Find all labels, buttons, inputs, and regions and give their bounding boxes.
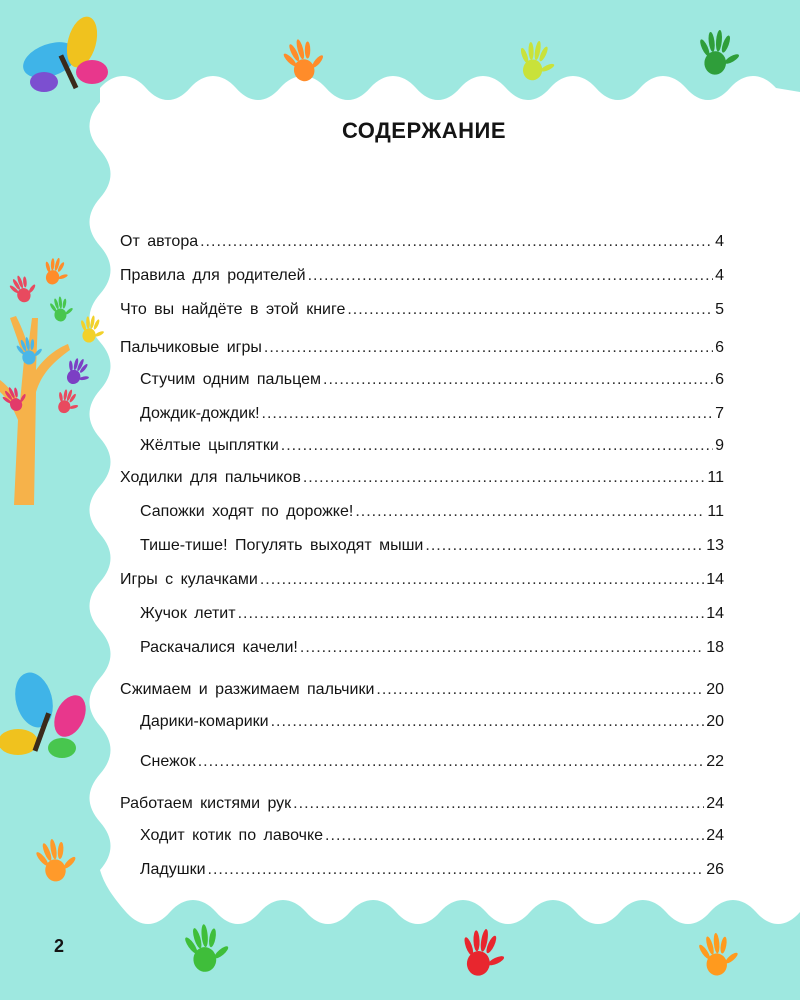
toc-dot-leader [376, 680, 704, 700]
toc-entry-page: 13 [706, 537, 724, 554]
toc-entry [140, 604, 724, 624]
toc-dot-leader [264, 338, 713, 358]
toc-entry-label: Тише-тише! Погулять выходят мыши [140, 537, 424, 554]
toc-entry-label: Стучим одним пальцем [140, 371, 321, 388]
toc-dot-leader [325, 826, 704, 846]
toc-dot-leader [308, 266, 713, 286]
toc-entry-page: 14 [706, 571, 724, 588]
toc-dot-leader [323, 370, 713, 390]
butterfly-icon-left [0, 668, 92, 758]
toc-dot-leader [208, 860, 705, 880]
toc-entry [140, 712, 724, 732]
handprint-orange-bottom [696, 931, 740, 977]
handprint-orange-left [33, 835, 81, 884]
toc-entry-label: Жёлтые цыплятки [140, 437, 279, 454]
toc-dot-leader [300, 638, 704, 658]
toc-entry [140, 860, 724, 880]
toc-entry [140, 404, 724, 424]
toc-entry [140, 436, 724, 456]
toc-entry [140, 638, 724, 658]
toc-entry-page: 26 [706, 861, 724, 878]
toc-dot-leader [238, 604, 705, 624]
handprint-yellow-top [514, 38, 559, 84]
toc-dot-leader [198, 752, 704, 772]
toc-entry-page: 6 [715, 339, 724, 356]
toc-entry [140, 536, 724, 556]
toc-dot-leader [262, 404, 714, 424]
toc-dot-leader [303, 468, 706, 488]
toc-entry [140, 826, 724, 846]
toc-entry-label: Ходит котик по лавочке [140, 827, 324, 844]
toc-dot-leader [260, 570, 704, 590]
toc-entry-label: Сапожки ходят по дорожке! [140, 503, 354, 520]
toc-entry-page: 11 [707, 503, 724, 520]
handprint-green-bottom [182, 922, 232, 973]
toc-entry-label: Сжимаем и разжимаем пальчики [120, 681, 375, 698]
toc-entry [120, 680, 724, 700]
toc-entry-label: Правила для родителей [120, 267, 306, 284]
toc-dot-leader [425, 536, 704, 556]
butterfly-icon-top [18, 13, 108, 92]
handprint-red-bottom [457, 925, 510, 980]
toc-entry-label: Ладушки [140, 861, 206, 878]
toc-dot-leader [355, 502, 705, 522]
toc-entry-label: Дождик-дождик! [140, 405, 260, 422]
toc-entry-page: 20 [706, 681, 724, 698]
toc-entry [140, 502, 724, 522]
handprint-orange-top [279, 34, 329, 86]
toc-entry-page: 4 [715, 233, 724, 250]
toc-entry-label: Раскачалися качели! [140, 639, 298, 656]
toc-entry-label: Жучок летит [140, 605, 236, 622]
toc-dot-leader [200, 232, 713, 252]
toc-entry-page: 7 [715, 405, 724, 422]
toc-entry-page: 14 [706, 605, 724, 622]
toc-dot-leader [271, 712, 705, 732]
toc-entry [120, 794, 724, 814]
toc-entry-page: 5 [715, 301, 724, 318]
toc-entry [120, 266, 724, 286]
toc-dot-leader [293, 794, 704, 814]
toc-entry [120, 570, 724, 590]
toc-entry-label: Игры с кулачками [120, 571, 258, 588]
toc-entry [120, 338, 724, 358]
toc-entry-label: Ходилки для пальчиков [120, 469, 301, 486]
toc-entry-label: Снежок [140, 753, 196, 770]
toc-entry [120, 300, 724, 320]
toc-entry-page: 18 [706, 639, 724, 656]
page-title: СОДЕРЖАНИЕ [341, 118, 507, 143]
toc-entry-page: 4 [715, 267, 724, 284]
toc-entry-label: От автора [120, 233, 199, 250]
toc-entry [140, 752, 724, 772]
toc-entry-label: Дарики-комарики [140, 713, 269, 730]
handprint-green-top [696, 28, 743, 77]
toc-entry-page: 9 [715, 437, 724, 454]
toc-entry [120, 468, 724, 488]
toc-entry [140, 370, 724, 390]
toc-entry-label: Работаем кистями рук [120, 795, 292, 812]
tree-illustration [0, 255, 107, 505]
toc-entry-page: 22 [706, 753, 724, 770]
toc-entry-label: Что вы найдёте в этой книге [120, 301, 346, 318]
toc-entry [120, 232, 724, 252]
toc-dot-leader [281, 436, 713, 456]
page-number: 2 [54, 936, 65, 956]
toc-entry-page: 11 [707, 469, 724, 486]
toc-dot-leader [347, 300, 713, 320]
toc-entry-page: 24 [706, 827, 724, 844]
toc-entry-label: Пальчиковые игры [120, 339, 262, 356]
toc-entry-page: 6 [715, 371, 724, 388]
toc-entry-page: 20 [706, 713, 724, 730]
toc-entry-page: 24 [706, 795, 724, 812]
